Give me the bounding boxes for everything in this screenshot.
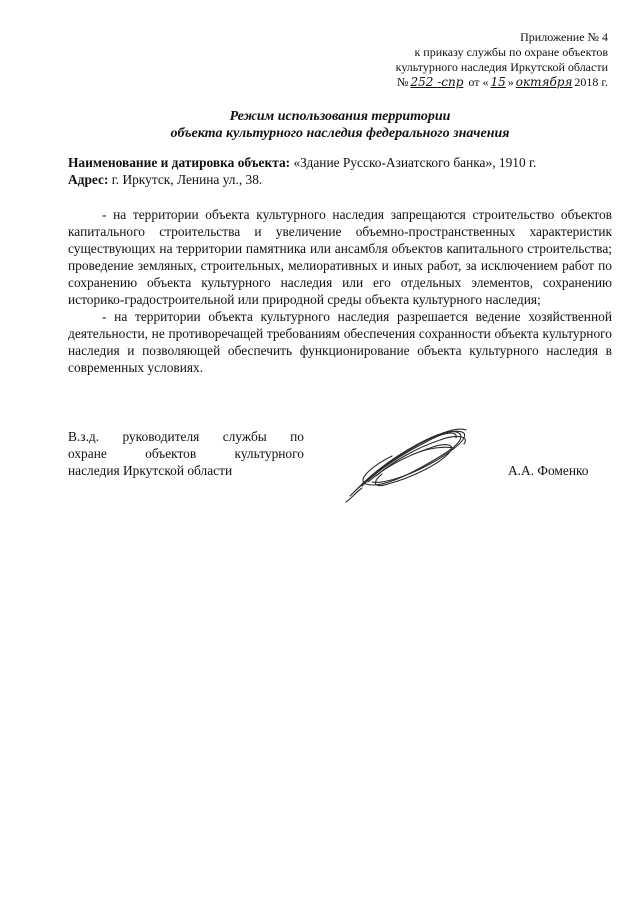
- appendix-authority: культурного наследия Иркутской области: [395, 60, 608, 74]
- object-info: [68, 154, 620, 188]
- order-date-close: »: [507, 75, 514, 89]
- appendix-header: [348, 30, 608, 90]
- order-month-handwritten: октября: [515, 75, 573, 89]
- object-address-label: Адрес:: [68, 172, 109, 187]
- object-name-label: Наименование и датировка объекта:: [68, 155, 291, 170]
- regime-prohibitions: - на территории объекта культурного наследия запрещаются строительство объектов капитального строительства и увеличение объемно-пространственных характеристик существующих на территории памятника или ансамбля объектов капитального строительства; проведение земляных, строительных, мелиоративных и иных работ, за исключением работ по сохранению объекта культурного наследия или его отдельных элементов, сохранению историко-градостроительной или природной среды объекта культурного наследия;: [68, 207, 612, 307]
- appendix-order-number-date: [348, 75, 608, 90]
- document-title: [60, 108, 620, 142]
- object-name-row: [68, 154, 620, 171]
- object-address-row: [68, 171, 620, 188]
- object-address-value: г. Иркутск, Ленина ул., 38.: [111, 172, 263, 187]
- order-number-prefix: №: [397, 75, 409, 89]
- signer-position-line-1: В.з.д. руководителя службы по: [68, 429, 304, 444]
- appendix-order-ref: к приказу службы по охране объектов: [414, 45, 608, 59]
- signer-position-line-3: наследия Иркутской области: [68, 463, 233, 478]
- title-line-1: Режим использования территории: [229, 109, 451, 124]
- signer-position: [68, 428, 304, 479]
- signer-position-line-2: охране объектов культурного: [68, 446, 304, 461]
- order-date-from: от «: [468, 75, 489, 89]
- regime-text: [68, 206, 612, 376]
- order-day-handwritten: 15: [490, 75, 506, 89]
- appendix-title: Приложение № 4: [520, 30, 608, 44]
- object-name-value: «Здание Русско-Азиатского банка», 1910 г.: [293, 155, 537, 170]
- title-line-2: объекта культурного наследия федерального значения: [170, 126, 510, 141]
- regime-permissions: - на территории объекта культурного наследия разрешается ведение хозяйственной деятельности, не противоречащей требованиям обеспечения сохранности объекта культурного наследия и позволяющей обеспечить функционирование объекта культурного наследия в современных условиях.: [68, 309, 612, 375]
- order-number-handwritten: 252 -спр: [410, 75, 464, 89]
- order-year: 2018 г.: [574, 75, 608, 89]
- signer-name: А.А. Фоменко: [508, 463, 589, 478]
- handwritten-signature: [332, 418, 482, 508]
